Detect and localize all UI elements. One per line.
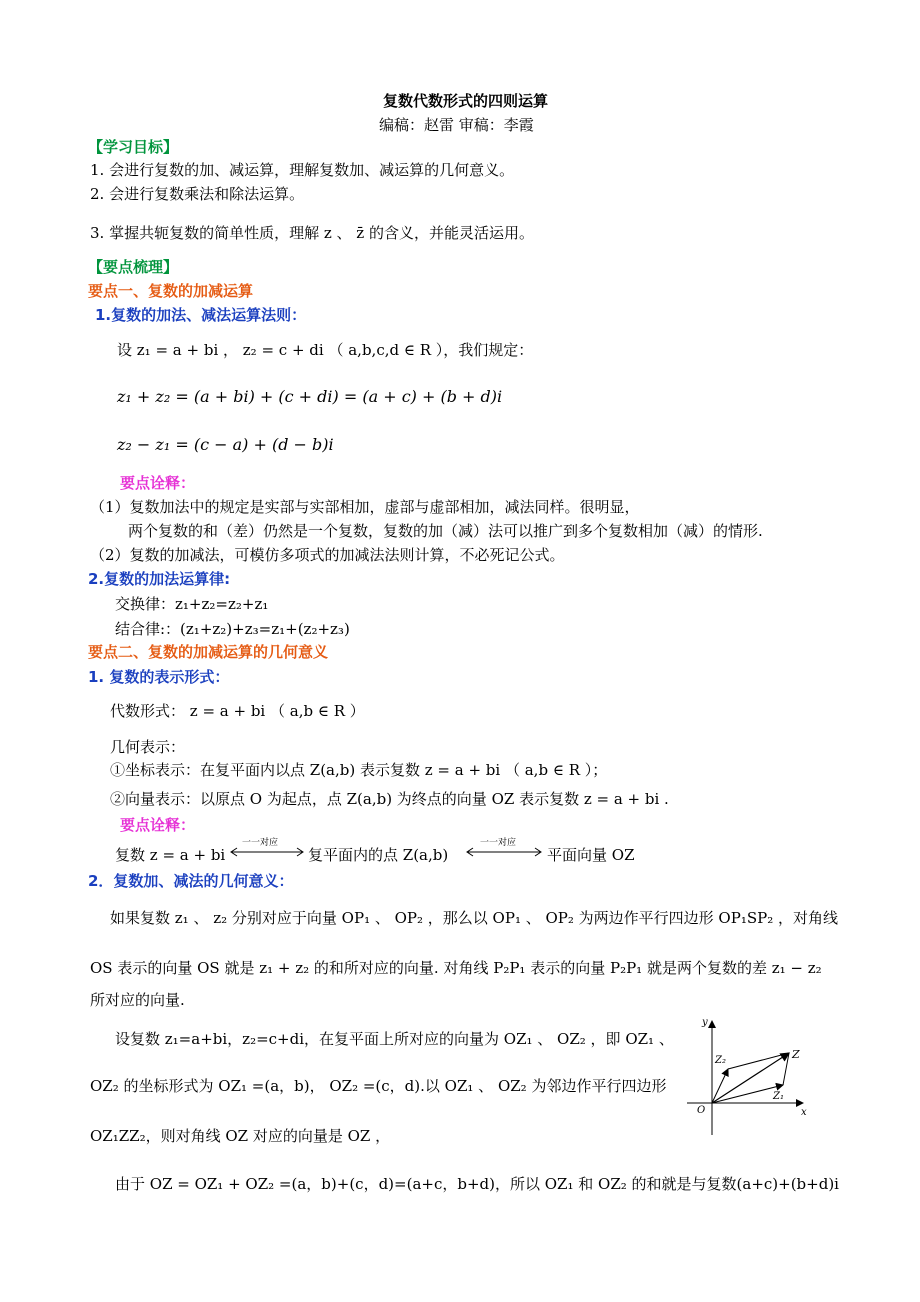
side-z2z xyxy=(728,1053,789,1069)
arrow-label: 一一对应 xyxy=(480,838,517,848)
section2-sub1: 1. 复数的表示形式： xyxy=(88,668,230,686)
section2-sub2: 2．复数加、减法的几何意义： xyxy=(88,872,294,890)
points-heading: 【要点梳理】 xyxy=(88,258,179,276)
arrow-label: 一一对应 xyxy=(242,838,279,848)
section2-title: 要点二、复数的加减运算的几何意义 xyxy=(88,643,329,661)
coordinate-representation: ①坐标表示：在复平面内以点 Z(a,b) 表示复数 z = a + bi （ a,b ∈ R ）； xyxy=(110,761,608,779)
parallelogram-figure xyxy=(685,1015,815,1140)
double-arrow-icon xyxy=(228,838,306,858)
goal-item: 3. 掌握共轭复数的简单性质，理解 z 、 z̄ 的含义，并能灵活运用。 xyxy=(90,224,534,242)
correspondence-part3: 平面向量 OZ xyxy=(547,846,635,864)
commutative-law: 交换律：z₁+z₂=z₂+z₁ xyxy=(115,595,269,613)
paragraph-1-line-3: 所对应的向量. xyxy=(90,991,185,1009)
page-title: 复数代数形式的四则运算 xyxy=(383,92,549,110)
correspondence-part1: 复数 z = a + bi xyxy=(115,846,226,864)
label-y: y xyxy=(702,1017,708,1028)
label-x: x xyxy=(801,1107,807,1118)
paragraph-3-line-1: 由于 OZ = OZ₁ + OZ₂ =(a，b)+(c，d)=(a+c，b+d)，所以 OZ₁ 和 OZ₂ 的和就是与复数(a+c)+(b+d)i xyxy=(115,1175,839,1193)
paragraph-2-line-1: 设复数 z₁=a+bi，z₂=c+di，在复平面上所对应的向量为 OZ₁ 、 OZ₂ ，即 OZ₁ 、 xyxy=(115,1030,674,1048)
section1-sub1: 1.复数的加法、减法运算法则： xyxy=(95,306,307,324)
algebraic-form: 代数形式： z = a + bi （ a,b ∈ R ） xyxy=(110,702,365,720)
goal-item: 2. 会进行复数乘法和除法运算。 xyxy=(90,185,305,203)
correspondence-arrow-2 xyxy=(464,838,544,858)
goal-item: 1. 会进行复数的加、减运算，理解复数加、减运算的几何意义。 xyxy=(90,161,515,179)
note-label-2: 要点诠释： xyxy=(120,816,196,834)
correspondence-part2: 复平面内的点 Z(a,b) xyxy=(308,846,449,864)
paragraph-1-line-2: OS 表示的向量 OS 就是 z₁ + z₂ 的和所对应的向量. 对角线 P₂P₁ 表示的向量 P₂P₁ 就是两个复数的差 z₁ − z₂ xyxy=(90,959,822,977)
side-z1z xyxy=(783,1053,789,1085)
subtraction-formula: z₂ − z₁ = (c − a) + (d − b)i xyxy=(117,435,334,454)
associative-law: 结合律:：(z₁+z₂)+z₃=z₁+(z₂+z₃) xyxy=(115,620,350,638)
section1-title: 要点一、复数的加减运算 xyxy=(88,282,254,300)
editors-line: 编稿：赵雷 审稿：李霞 xyxy=(379,116,534,134)
label-z1: Z₁ xyxy=(773,1091,784,1102)
correspondence-arrow-1 xyxy=(228,838,306,858)
note-1: （1）复数加法中的规定是实部与实部相加，虚部与虚部相加，减法同样。很明显， xyxy=(90,498,640,516)
note-label: 要点诠释： xyxy=(120,474,196,492)
paragraph-1-line-1: 如果复数 z₁ 、 z₂ 分别对应于向量 OP₁ 、 OP₂ ，那么以 OP₁ 、 OP₂ 为两边作平行四边形 OP₁SP₂ ，对角线 xyxy=(110,909,838,927)
label-o: O xyxy=(697,1105,706,1116)
note-1b: 两个复数的和（差）仍然是一个复数，复数的加（减）法可以推广到多个复数相加（减）的情形. xyxy=(128,522,763,540)
geometric-label: 几何表示： xyxy=(110,738,186,756)
label-z2: Z₂ xyxy=(715,1055,726,1066)
paragraph-2-line-3: OZ₁ZZ₂，则对角线 OZ 对应的向量是 OZ ， xyxy=(90,1127,391,1145)
section1-sub2: 2.复数的加法运算律: xyxy=(88,570,231,588)
label-z: Z xyxy=(792,1048,800,1061)
note-2: （2）复数的加减法，可模仿多项式的加减法法则计算，不必死记公式。 xyxy=(90,546,565,564)
addition-formula: z₁ + z₂ = (a + bi) + (c + di) = (a + c) + (b + d)i xyxy=(117,387,503,406)
double-arrow-icon xyxy=(464,838,544,858)
definition-line: 设 z₁ = a + bi ， z₂ = c + di （ a,b,c,d ∈ R ），我们规定： xyxy=(117,341,534,359)
vector-representation: ②向量表示：以原点 O 为起点，点 Z(a,b) 为终点的向量 OZ 表示复数 z = a + bi . xyxy=(110,790,669,808)
goals-heading: 【学习目标】 xyxy=(88,138,179,156)
paragraph-2-line-2: OZ₂ 的坐标形式为 OZ₁ =(a，b)， OZ₂ =(c，d).以 OZ₁ 、 OZ₂ 为邻边作平行四边形 xyxy=(90,1077,667,1095)
